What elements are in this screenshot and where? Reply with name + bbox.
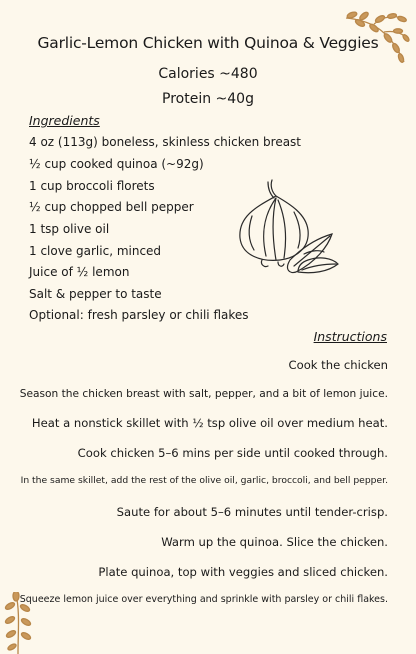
instruction-step: In the same skillet, add the rest of the olive oil, garlic, broccoli, and bell pepper. xyxy=(20,475,388,486)
instruction-step: Warm up the quinoa. Slice the chicken. xyxy=(161,535,388,549)
ingredient-item: ½ cup cooked quinoa (~92g) xyxy=(29,157,204,171)
instructions-heading: Instructions xyxy=(313,329,387,344)
ingredients-heading: Ingredients xyxy=(29,113,100,128)
instruction-step: Heat a nonstick skillet with ½ tsp olive oil over medium heat. xyxy=(31,416,388,430)
instruction-step: Cook the chicken xyxy=(288,358,388,372)
ingredient-item: 4 oz (113g) boneless, skinless chicken breast xyxy=(29,135,302,149)
ingredient-item: ½ cup chopped bell pepper xyxy=(29,200,194,214)
ingredient-item: Salt & pepper to taste xyxy=(29,287,162,301)
ingredient-item: Optional: fresh parsley or chili flakes xyxy=(29,308,249,322)
ingredient-item: 1 clove garlic, minced xyxy=(29,244,162,258)
ingredient-item: 1 tsp olive oil xyxy=(29,222,110,236)
instruction-step: Saute for about 5–6 minutes until tender-crisp. xyxy=(116,505,388,519)
instruction-step: Season the chicken breast with salt, pepper, and a bit of lemon juice. xyxy=(19,387,388,400)
ingredient-item: Juice of ½ lemon xyxy=(29,265,130,279)
protein-stat: Protein ~40g xyxy=(162,91,254,107)
calories-stat: Calories ~480 xyxy=(158,66,258,82)
instruction-step: Squeeze lemon juice over everything and sprinkle with parsley or chili flakes. xyxy=(19,594,388,605)
ingredient-item: 1 cup broccoli florets xyxy=(29,179,155,193)
garlic-illustration xyxy=(232,176,344,280)
instruction-step: Plate quinoa, top with veggies and sliced chicken. xyxy=(98,565,388,579)
recipe-title: Garlic-Lemon Chicken with Quinoa & Veggies xyxy=(37,34,379,52)
instruction-step: Cook chicken 5–6 mins per side until cooked through. xyxy=(77,446,388,460)
